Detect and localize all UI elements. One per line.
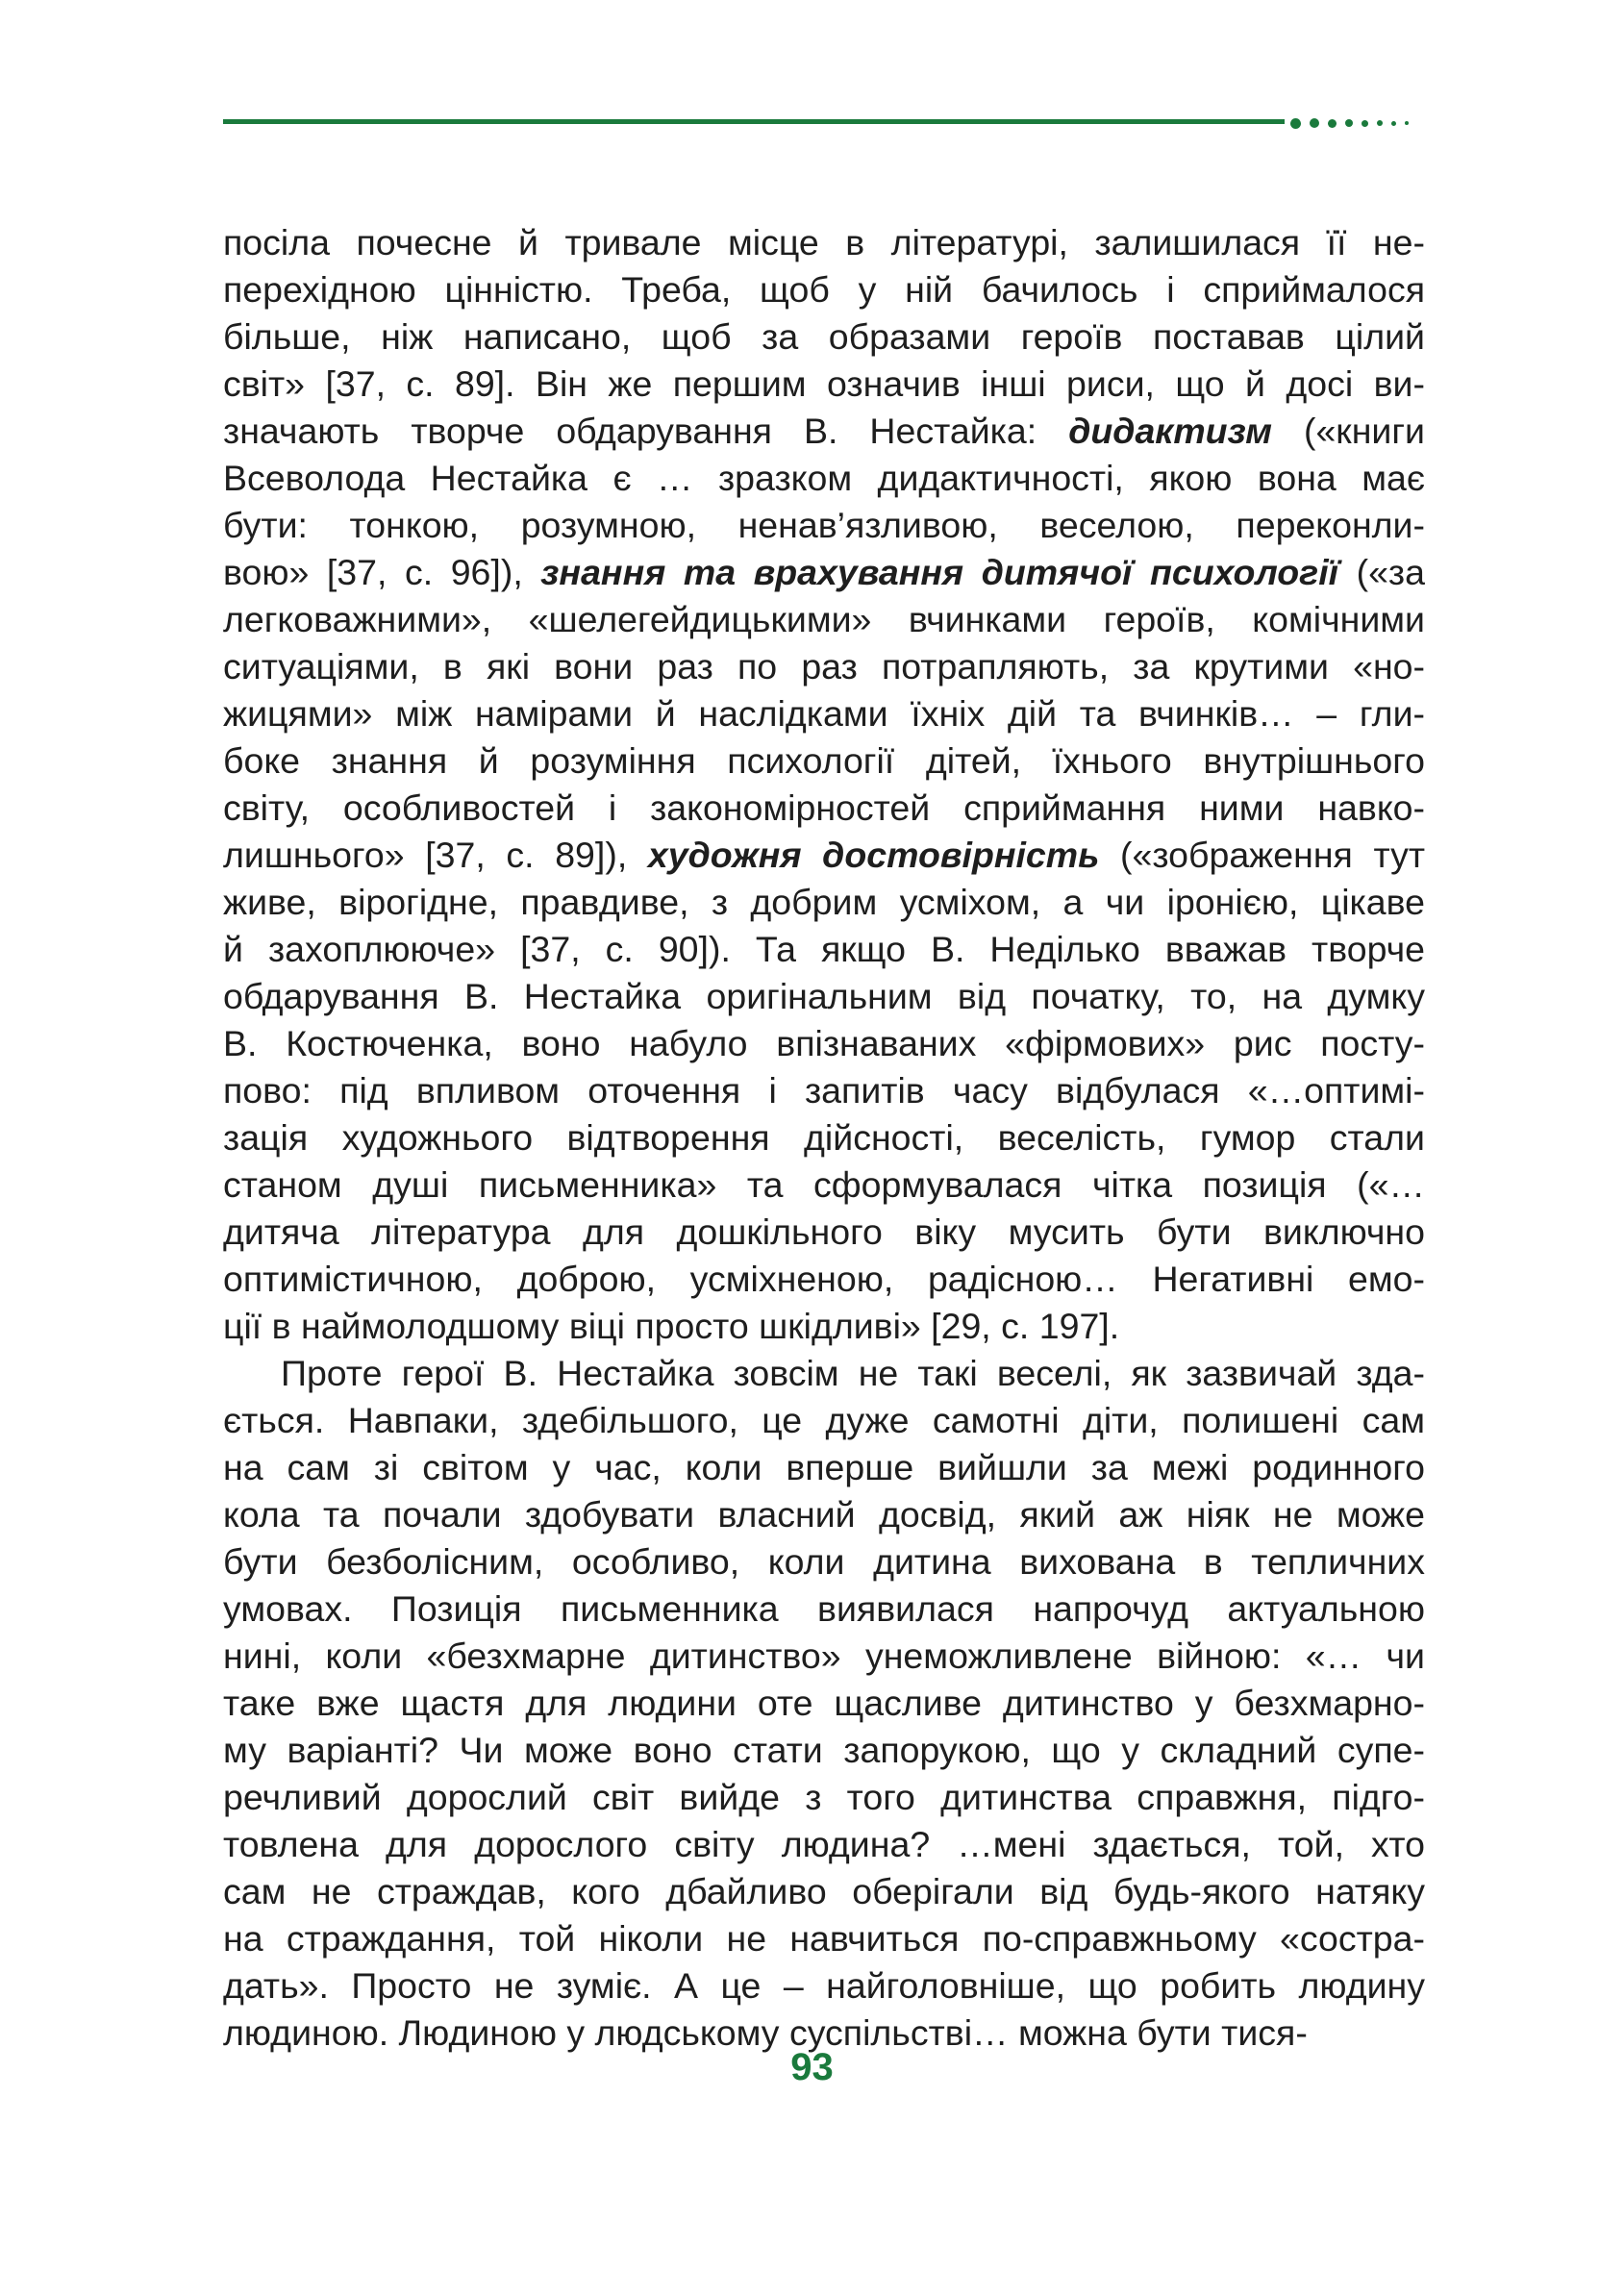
text-line [223,1962,1425,2010]
text-line [223,690,1425,737]
text-run: оптимістичною, доброю, усміхненою, радісною… Негативні емо- [223,1259,1425,1299]
text-run: товлена для дорослого світу людина? …мені здається, той, хто [223,1824,1425,1864]
text-line [223,313,1425,361]
text-run: світу, особливостей і закономірностей сприймання ними навко- [223,787,1425,828]
dot [1405,121,1409,125]
text-run: Всеволода Нестайка є … зразком дидактичності, якою вона має [223,458,1425,498]
text-line [223,1209,1425,1256]
text-run: обдарування В. Нестайка оригінальним від початку, то, на думку [223,976,1425,1016]
dot [1328,119,1337,128]
emphasis-term: дидактизм [1068,411,1272,451]
text-line [223,1538,1425,1585]
dot [1391,121,1396,126]
text-line [223,1020,1425,1067]
text-run: му варіанті? Чи може воно стати запорукою, що у складний супе- [223,1730,1425,1770]
text-run: вою» [37, с. 96]), [223,552,541,592]
header-rule [223,119,1285,124]
text-run: перехідною цінністю. Треба, щоб у ній бачилось і сприймалося [223,269,1425,310]
text-run: зація художнього відтворення дійсності, веселість, гумор стали [223,1117,1425,1158]
text-line [223,973,1425,1020]
text-run: посіла почесне й тривале місце в літературі, залишилася її не- [223,222,1425,262]
text-run: («за [1338,552,1425,592]
text-line [223,1350,1425,1397]
text-run: сам не страждав, кого дбайливо оберігали від будь-якого натяку [223,1871,1425,1911]
text-run: Проте герої В. Нестайка зовсім не такі веселі, як зазвичай зда- [281,1353,1425,1393]
text-run: значають творче обдарування В. Нестайка: [223,411,1069,451]
text-run: лишнього» [37, с. 89]), [223,835,648,875]
header-dots [1290,113,1409,133]
text-run: станом душі письменника» та сформувалася чітка позиція («… [223,1164,1425,1205]
text-run: кола та почали здобувати власний досвід, який аж ніяк не може [223,1494,1425,1535]
text-run: умовах. Позиція письменника виявилася напрочуд актуальною [223,1588,1425,1629]
text-run: ється. Навпаки, здебільшого, це дуже самотні діти, полишені сам [223,1400,1425,1440]
text-run: бути: тонкою, розумною, ненав’язливою, веселою, переконли- [223,505,1425,545]
text-line [223,1491,1425,1538]
text-run: пово: під впливом оточення і запитів часу відбулася «…оптимі- [223,1070,1425,1111]
text-line [223,1067,1425,1114]
text-run: бути безболісним, особливо, коли дитина вихована в тепличних [223,1541,1425,1582]
text-line [223,219,1425,266]
text-run: дитяча література для дошкільного віку мусить бути виключно [223,1211,1425,1252]
text-run: на страждання, той ніколи не навчиться по-справжньому «сострa- [223,1918,1425,1959]
text-line [223,1821,1425,1868]
text-run: людиною. Людиною у людському суспільстві… можна бути тися- [223,2012,1308,2053]
text-line [223,361,1425,408]
text-line [223,455,1425,502]
text-line [223,1915,1425,1962]
text-run: речливий дорослий світ вийде з того дитинства справжня, підго- [223,1777,1425,1817]
text-line [223,785,1425,832]
text-line [223,1114,1425,1161]
text-run: таке вже щастя для людини оте щасливе дитинство у безхмарно- [223,1683,1425,1723]
text-run: ції в наймолодшому віці просто шкідливі» [29, с. 197]. [223,1306,1120,1346]
text-run: ситуаціями, в які вони раз по раз потрапляють, за крутими «но- [223,646,1425,687]
text-line [223,1868,1425,1915]
text-line [223,1161,1425,1209]
text-line [223,1444,1425,1491]
body-text [223,219,1425,2057]
text-line [223,596,1425,643]
text-run: світ» [37, с. 89]. Він же першим означив інші риси, що й досі ви- [223,363,1425,404]
text-line [223,1727,1425,1774]
text-line [223,266,1425,313]
text-run: більше, ніж написано, щоб за образами героїв поставав цілий [223,316,1425,357]
emphasis-term: художня достовірність [647,835,1100,875]
emphasis-term: знання та врахування дитячої психології [540,552,1339,592]
dot [1345,119,1353,127]
text-line [223,1680,1425,1727]
text-line [223,1303,1425,1350]
text-line [223,1585,1425,1633]
text-line [223,832,1425,879]
text-line [223,502,1425,549]
text-line [223,549,1425,596]
text-run: живе, вірогідне, правдиве, з добрим усміхом, а чи іронією, цікаве [223,882,1425,922]
page-number: 93 [790,2046,834,2088]
text-run: й захоплююче» [37, с. 90]). Та якщо В. Неділько вважав творче [223,929,1425,969]
text-line [223,1774,1425,1821]
text-run: («книги [1271,411,1425,451]
text-line [223,408,1425,455]
text-run: боке знання й розуміння психології дітей, їхнього внутрішнього [223,740,1425,781]
text-run: легковажними», «шелегейдицькими» вчинками героїв, комічними [223,599,1425,639]
dot [1377,120,1383,126]
text-line [223,1397,1425,1444]
text-run: В. Костюченка, воно набуло впізнаваних «фірмових» рис посту- [223,1023,1425,1063]
text-run: жицями» між намірами й наслідками їхніх дій та вчинків… – гли- [223,693,1425,734]
text-run: нині, коли «безхмарне дитинство» унеможливлене війною: «… чи [223,1635,1425,1676]
text-line [223,643,1425,690]
dot [1310,118,1319,128]
text-line [223,1256,1425,1303]
text-run: на сам зі світом у час, коли вперше вийшли за межі родинного [223,1447,1425,1487]
text-line [223,737,1425,785]
text-line [223,879,1425,926]
text-line [223,926,1425,973]
dot [1362,120,1368,127]
text-run: дать». Просто не зуміє. А це – найголовніше, що робить людину [223,1965,1425,2006]
text-line [223,1633,1425,1680]
text-run: («зображення тут [1099,835,1426,875]
dot [1290,118,1301,129]
